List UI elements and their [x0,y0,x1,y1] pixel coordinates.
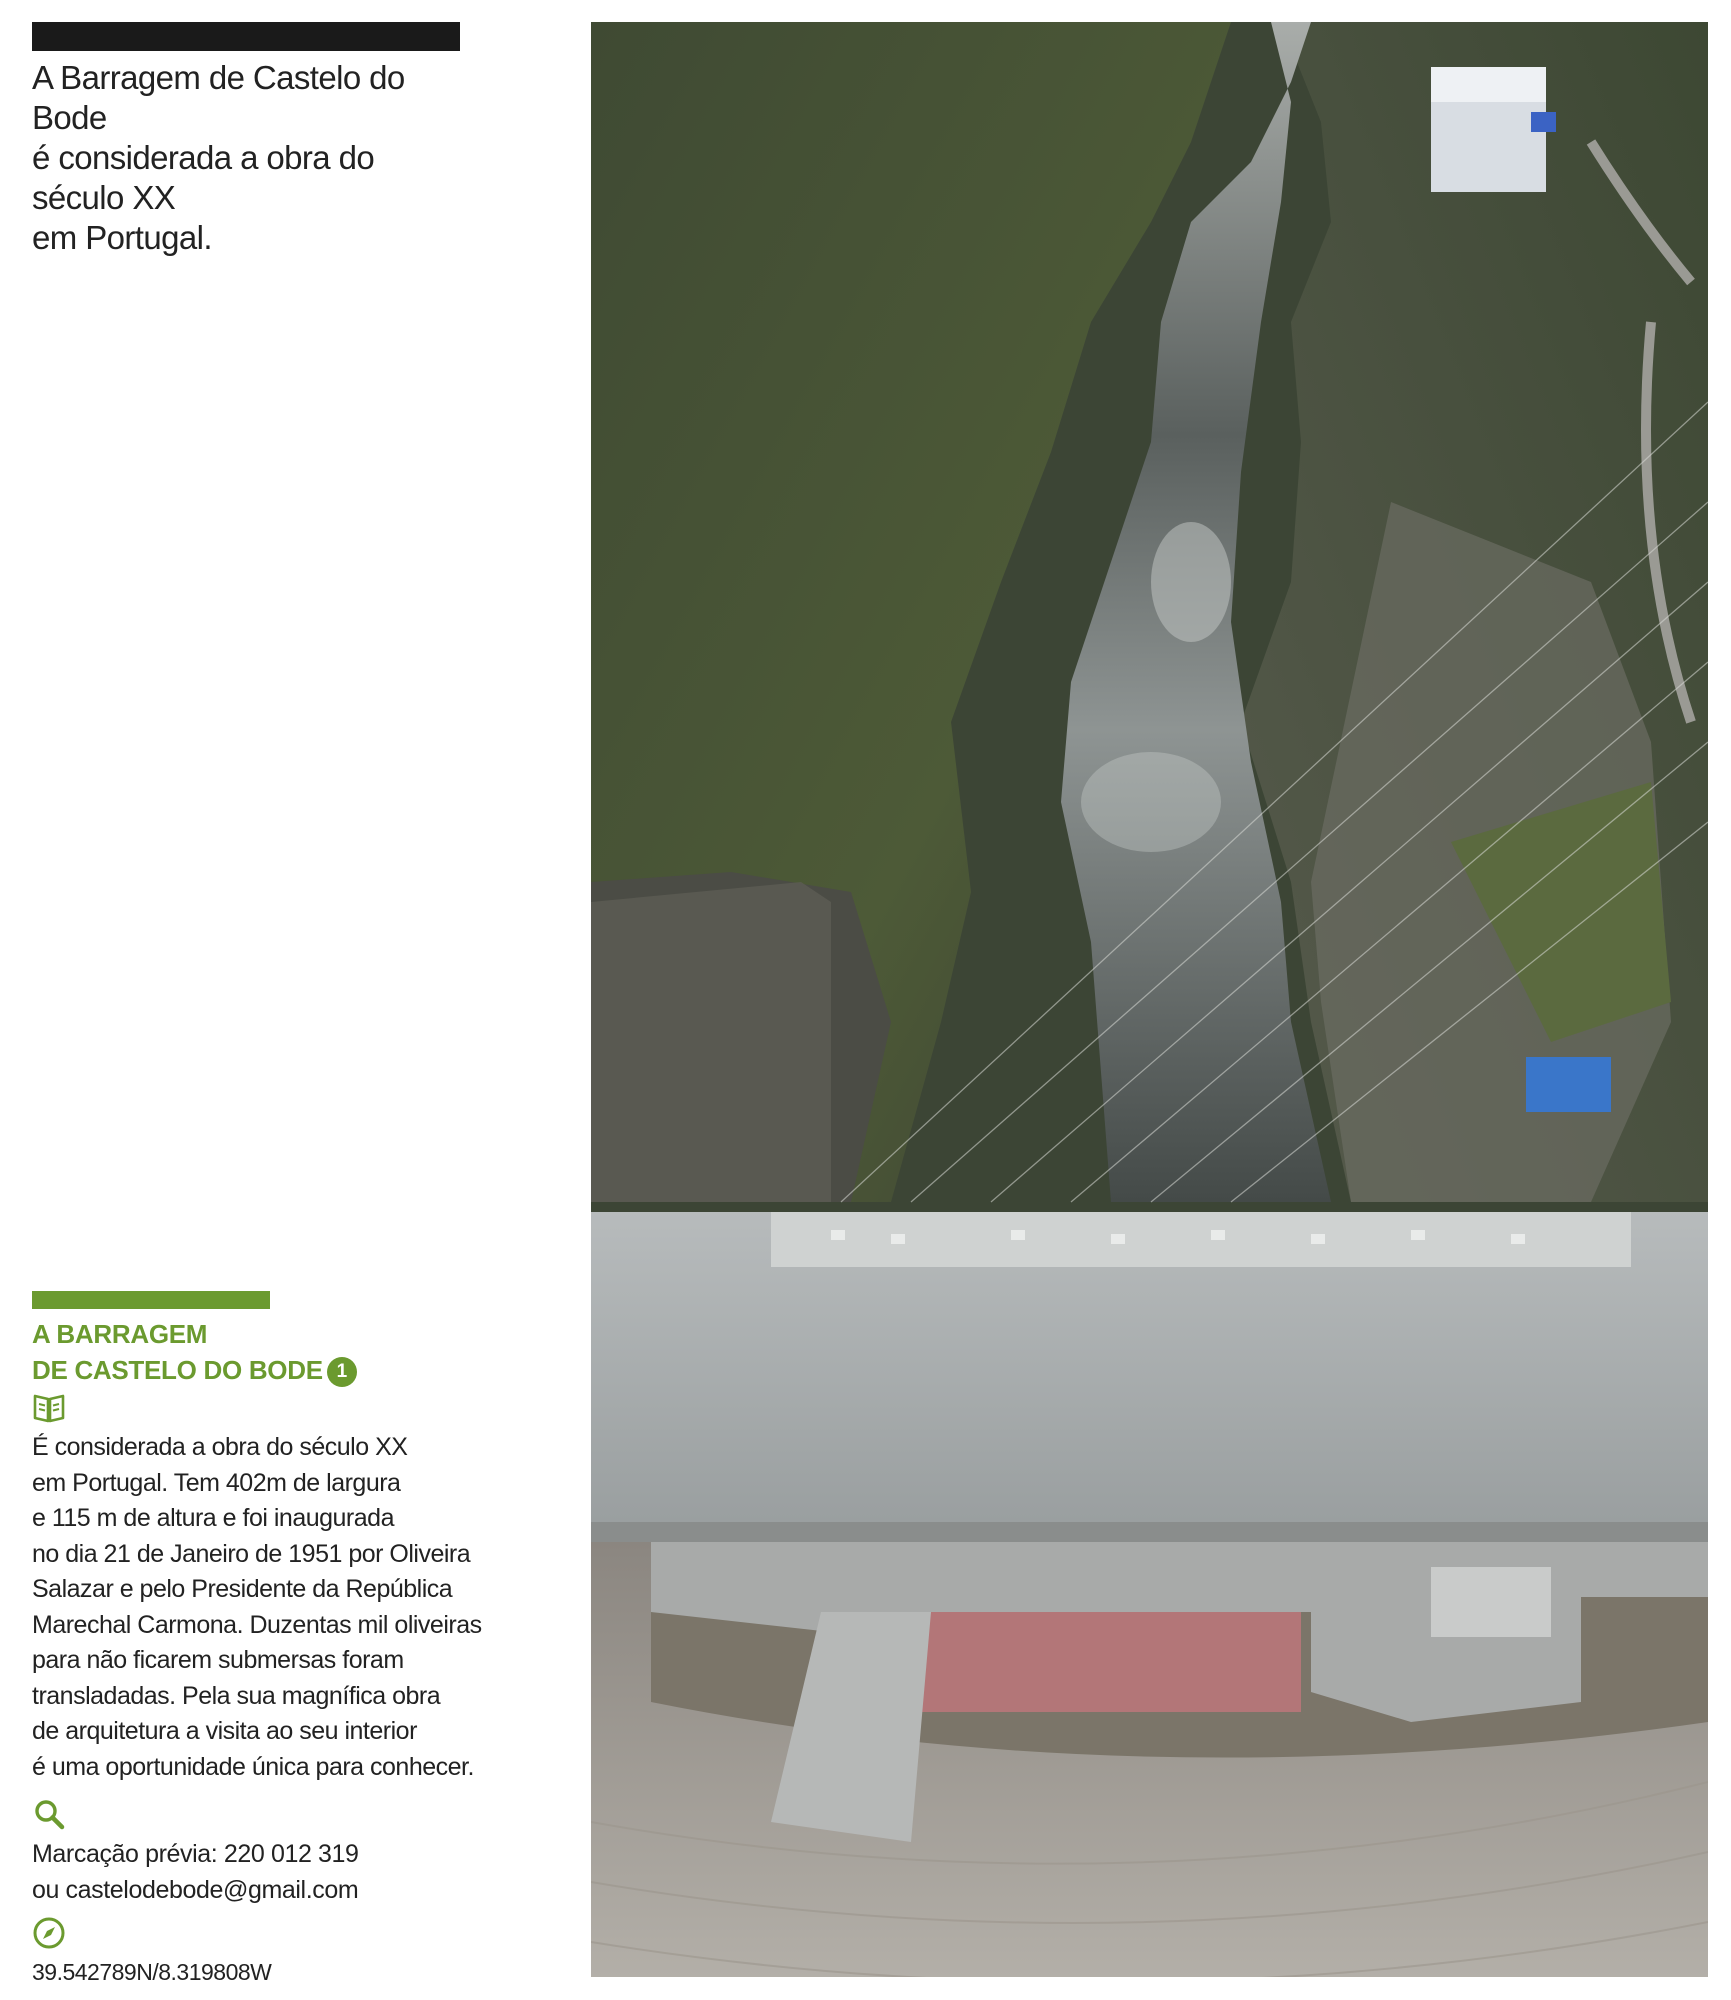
description-line: de arquitetura a visita ao seu interior [32,1717,417,1745]
top-black-bar [32,22,460,51]
caption-line: em Portugal. [32,219,212,256]
description-line: é uma oportunidade única para conhecer. [32,1752,474,1781]
description-line: Marechal Carmona. Duzentas mil oliveiras [32,1610,482,1639]
description-line: e 115 m de altura e foi inaugurada [32,1504,394,1532]
search-icon [32,1797,66,1831]
description-line: no dia 21 de Janeiro de 1951 por Oliveira [32,1539,471,1568]
section-description [32,1430,502,1785]
description-line: É considerada a obra do século XX [32,1433,408,1461]
location-number-badge: 1 [327,1357,357,1387]
caption-line: A Barragem de Castelo do Bode [32,59,405,136]
book-icon [32,1390,66,1424]
gps-coordinates: 39.542789N/8.319808W [32,1959,272,1985]
description-line: em Portugal. Tem 402m de largura [32,1468,401,1497]
contact-email: ou castelodebode@gmail.com [32,1875,359,1904]
description-line: Salazar e pelo Presidente da República [32,1575,453,1603]
section-title-line2-wrap [32,1352,472,1388]
section-title-line2: DE CASTELO DO BODE [32,1355,323,1385]
compass-icon [32,1916,66,1950]
section-title [32,1316,472,1388]
description-line: transladadas. Pela sua magnífica obra [32,1681,441,1710]
section-title-line1: A BARRAGEM [32,1319,208,1349]
description-line: para não ficarem submersas foram [32,1646,404,1674]
caption-line: é considerada a obra do século XX [32,139,375,216]
photo-caption [32,58,472,258]
contact-phone: Marcação prévia: 220 012 319 [32,1840,359,1868]
section-accent-bar [32,1291,270,1309]
dam-photo [591,22,1708,1977]
contact-info [32,1837,502,1908]
